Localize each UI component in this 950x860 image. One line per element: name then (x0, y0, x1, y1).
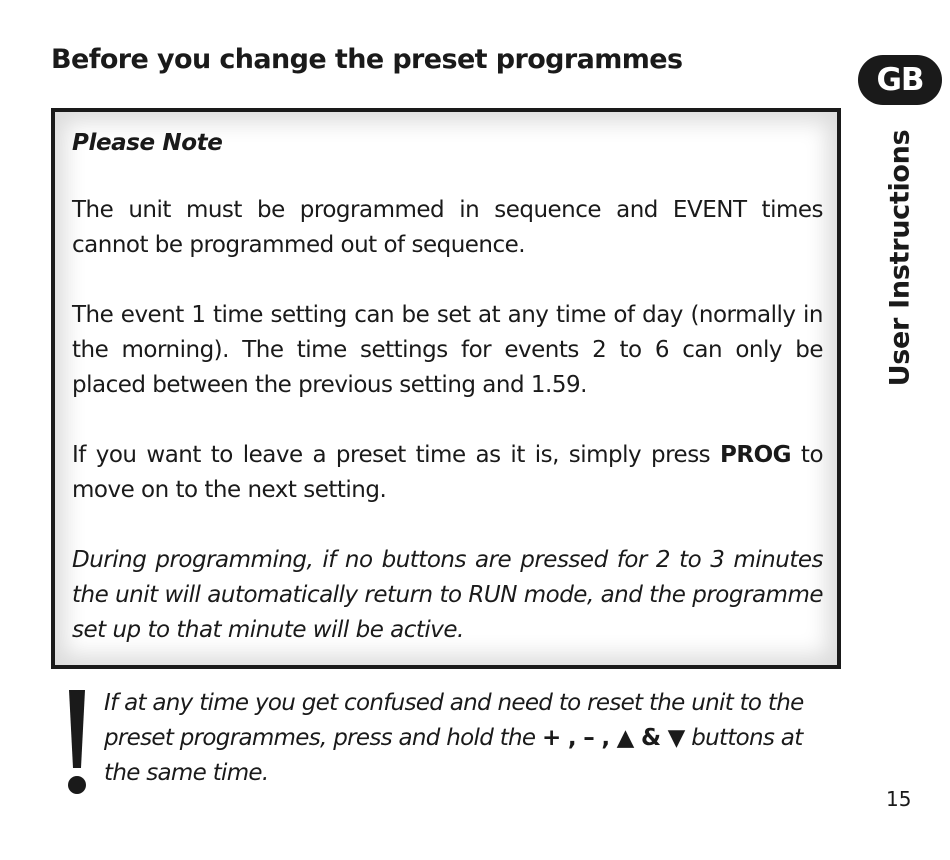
language-badge: GB (858, 55, 942, 105)
exclamation-icon (62, 688, 92, 796)
warning-text-after: buttons at the same time. (104, 725, 803, 786)
warning-text-before: If at any time you get confused and need to reset the unit to the preset programmes, press and hold the (104, 690, 804, 751)
note-paragraph-sequence: The unit must be programmed in sequence and EVENT times cannot be programmed out of sequence. (72, 197, 823, 258)
warning-button-symbols: + , – , ▲ & ▼ (542, 725, 685, 751)
page-heading: Before you change the preset programmes (51, 44, 683, 75)
note-paragraph-timeout: During programming, if no buttons are pressed for 2 to 3 minutes the unit will automatically return to RUN mode, and the programme set up to that minute will be active. (72, 547, 823, 643)
prog-text-before: If you want to leave a preset time as it is, simply press (72, 442, 711, 468)
note-title: Please Note (72, 130, 223, 156)
note-paragraph-event-times: The event 1 time setting can be set at any time of day (normally in the morning). The time settings for events 2 to 6 can only be placed between the previous setting and 1.59. (72, 302, 823, 398)
section-side-label: User Instructions (884, 129, 916, 387)
prog-text-after: to move on to the next setting. (72, 442, 824, 503)
page-number: 15 (886, 787, 912, 811)
note-box (51, 108, 841, 669)
note-paragraph-prog (72, 438, 823, 508)
prog-button-label: PROG (720, 442, 792, 468)
reset-warning-text (104, 686, 829, 791)
